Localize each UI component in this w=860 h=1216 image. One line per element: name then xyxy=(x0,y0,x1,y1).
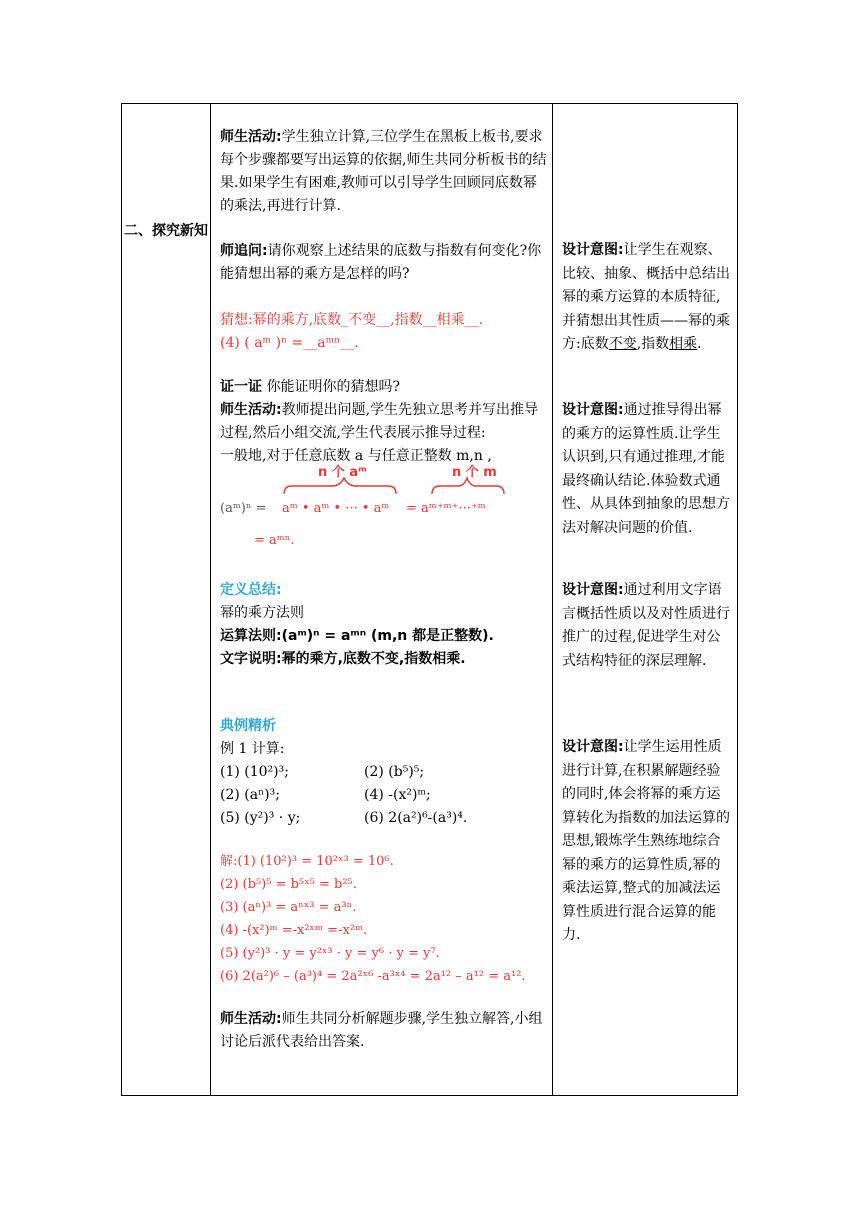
column-divider xyxy=(210,104,211,1095)
brace-label-2: n 个 m xyxy=(452,465,497,480)
main-column xyxy=(220,104,550,1095)
solution-block xyxy=(220,850,550,988)
definition-line: 幂的乘方法则 xyxy=(220,605,304,621)
proof-product: aᵐ • aᵐ • ··· • aᵐ xyxy=(282,501,390,516)
brace-label-1: n 个 aᵐ xyxy=(318,465,367,480)
section-column xyxy=(122,104,210,1095)
guess-formula: (4) ( aᵐ )ⁿ =__aᵐⁿ__. xyxy=(220,335,359,351)
example-row: (2) (aⁿ)³; (4) -(x²)ᵐ; xyxy=(220,787,431,803)
design-intent-4: 设计意图:让学生运用性质进行计算,在积累解题经验的同时,体会将幂的乘方运算转化为指数的加法运算的思想,锻炼学生熟练地综合幂的乘方的运算性质,幂的乘法运算,整式的加减法运算性质进行混合运算的能力. xyxy=(562,739,730,943)
example-section xyxy=(220,715,550,830)
solution-line: (2) (b⁵)⁵ = b⁵ˣ⁵ = b²⁵. xyxy=(220,877,357,892)
definition-text: 文字说明:幂的乘方,底数不变,指数相乘. xyxy=(220,651,466,667)
design-intent-column xyxy=(562,104,732,1095)
example-title: 典例精析 xyxy=(220,718,276,734)
brace-1 xyxy=(284,478,396,494)
teacher-question: 师追问:请你观察上述结果的底数与指数有何变化?你能猜想出幂的乘方是怎样的吗? xyxy=(220,243,542,282)
lesson-table xyxy=(121,103,738,1096)
example-row: (5) (y²)³ · y; (6) 2(a²)⁶-(a³)⁴. xyxy=(220,810,468,826)
definition-summary xyxy=(220,579,550,671)
activity-paragraph-1: 师生活动:学生独立计算,三位学生在黑板上板书,要求每个步骤都要写出运算的依据,师生共同分析板书的结果.如果学生有困难,教师可以引导学生回顾同底数幂的乘法,再进行计算. xyxy=(220,129,547,214)
brace-2 xyxy=(432,478,504,494)
solution-line: (6) 2(a²)⁶ – (a³)⁴ = 2a²ˣ⁶ -a³ˣ⁴ = 2a¹² – a¹² = a¹². xyxy=(220,969,526,984)
proof-prompt: 证一证 你能证明你的猜想吗? xyxy=(220,379,400,395)
proof-derivation xyxy=(220,464,550,554)
solution-line: (4) -(x²)ᵐ =-x²ˣᵐ =-x²ᵐ. xyxy=(220,923,368,938)
proof-lhs: (aᵐ)ⁿ = xyxy=(220,501,267,516)
column-divider xyxy=(552,104,553,1095)
activity-paragraph-2: 师生活动:教师提出问题,学生先独立思考并写出推导过程,然后小组交流,学生代表展示推导过程: 一般地,对于任意底数 a 与任意正整数 m,n , xyxy=(220,402,539,464)
definition-rule: 运算法则:(aᵐ)ⁿ = aᵐⁿ (m,n 都是正整数). xyxy=(220,628,494,644)
design-intent-2: 设计意图:通过推导得出幂的乘方的运算性质.让学生认识到,只有通过推理,才能最终确认结论.体验数式通性、从具体到抽象的思想方法对解决问题的价值. xyxy=(562,402,730,536)
design-intent-3: 设计意图:通过利用文字语言概括性质以及对性质进行推广的过程,促进学生对公式结构特征的深层理解. xyxy=(562,582,730,669)
proof-sum: = aᵐ⁺ᵐ⁺···⁺ᵐ xyxy=(406,501,486,516)
example-head: 例 1 计算: xyxy=(220,741,285,757)
example-row: (1) (10²)³; (2) (b⁵)⁵; xyxy=(220,764,425,780)
design-intent-1: 设计意图:让学生在观察、比较、抽象、概括中总结出幂的乘方运算的本质特征,并猜想出其性质——幂的乘方:底数不变,指数相乘. xyxy=(562,242,730,352)
activity-paragraph-3: 师生活动:师生共同分析解题步骤,学生独立解答,小组讨论后派代表给出答案. xyxy=(220,1011,543,1050)
solution-line: (5) (y²)³ · y = y²ˣ³ · y = y⁶ · y = y⁷. xyxy=(220,946,440,961)
section-title: 二、探究新知 xyxy=(124,223,208,239)
proof-diagram xyxy=(220,464,550,554)
definition-title: 定义总结: xyxy=(220,582,282,598)
guess-line: 猜想:幂的乘方,底数_不变__,指数__相乘__. xyxy=(220,312,484,328)
solution-line: (3) (aⁿ)³ = aⁿˣ³ = a³ⁿ. xyxy=(220,900,357,915)
solution-line: 解:(1) (10²)³ = 10²ˣ³ = 10⁶. xyxy=(220,854,394,869)
proof-result: = aᵐⁿ. xyxy=(254,533,295,548)
